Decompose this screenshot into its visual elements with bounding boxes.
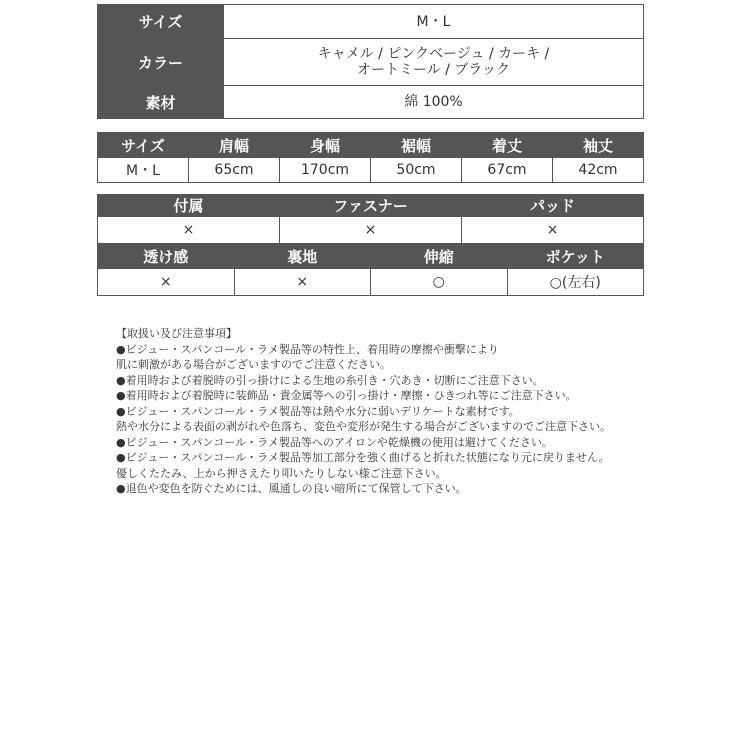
spec-label-size: サイズ [98,5,224,39]
features-1-value-row [98,217,644,244]
size-value: 42cm [553,158,644,183]
feature-header: パッド [462,195,644,217]
size-table-value-row [98,158,644,183]
care-note-line: ●着用時および着脱時に装飾品・貴金属等への引っ掛け・摩擦・ひきつれ等にご注意下さい。 [116,389,577,402]
spec-value-material-line: 綿 100% [404,94,463,110]
spec-row-size [98,5,644,39]
care-note-line: ●着用時および着脱時の引っ掛けによる生地の糸引き・穴あき・切断にご注意下さい。 [116,373,544,387]
feature-value: × [98,269,235,296]
feature-header: 付属 [98,195,280,217]
spec-value-color-line-2: オートミール / ブラック [356,62,511,78]
features-table-2 [97,243,644,296]
spec-value-size-line: M・L [416,13,451,30]
size-value: 170cm [280,158,371,183]
feature-header: ポケット [507,244,644,269]
care-note-line: 肌に刺激がある場合がございますのでご注意ください。 [116,358,391,371]
size-value: 67cm [462,158,553,183]
features-1-header-row [98,195,644,217]
spec-value-size [224,5,644,39]
care-note-line: 優しくたたみ、上から押さえたり叩いたりしない様ご注意下さい。 [116,466,447,480]
care-note-line: ●ビジュー・スパンコール・ラメ製品等は熱や水分に弱いデリケートな素材です。 [116,404,520,418]
size-value: 50cm [371,158,462,183]
spec-row-material [98,86,644,119]
size-value: M・L [98,158,189,183]
size-value: 65cm [189,158,280,183]
feature-value: × [462,217,644,244]
care-notes-title: 【取扱い及び注意事項】 [116,327,237,340]
feature-value: ○ [371,269,508,296]
care-note-line: ●ビジュー・スパンコール・ラメ製品等加工部分を強く曲げると折れた状態になり元に戻りません。 [116,451,610,464]
features-2-header-row [98,244,644,269]
size-header: 着丈 [462,133,553,158]
size-header: サイズ [98,133,189,158]
spec-row-color [98,39,644,86]
feature-header: 透け感 [98,244,235,269]
feature-value: ○(左右) [507,269,644,296]
feature-value: × [280,217,462,244]
size-table [97,132,644,183]
spec-value-color [224,39,644,86]
care-note-line: ●ビジュー・スパンコール・ラメ製品等へのアイロンや乾燥機の使用は避けてください。 [116,435,553,449]
size-header: 身幅 [280,133,371,158]
spec-label-color: カラー [98,39,224,86]
feature-header: 伸縮 [371,244,508,269]
care-notes [116,326,716,497]
spec-value-material [224,86,644,119]
spec-label-material: 素材 [98,86,224,119]
features-table-1 [97,194,644,244]
care-note-line: ●ビジュー・スパンコール・ラメ製品等の特性上、着用時の摩擦や衝撃により [116,342,499,356]
spec-table [97,4,644,119]
feature-header: ファスナー [280,195,462,217]
feature-value: × [98,217,280,244]
spec-value-color-line-1: キャメル / ピンクベージュ / カーキ / [317,46,550,62]
features-2-value-row [98,269,644,296]
care-note-line: ●退色や変色を防ぐためには、風通しの良い暗所にて保管して下さい。 [116,482,467,495]
care-note-line: 熱や水分による表面の剥がれや色落ち、変色や変形が発生する場合がございますのでご注意下さい。 [116,420,611,433]
size-header: 袖丈 [553,133,644,158]
size-header: 肩幅 [189,133,280,158]
feature-value: × [234,269,371,296]
feature-header: 裏地 [234,244,371,269]
size-table-header-row [98,133,644,158]
size-header: 裾幅 [371,133,462,158]
